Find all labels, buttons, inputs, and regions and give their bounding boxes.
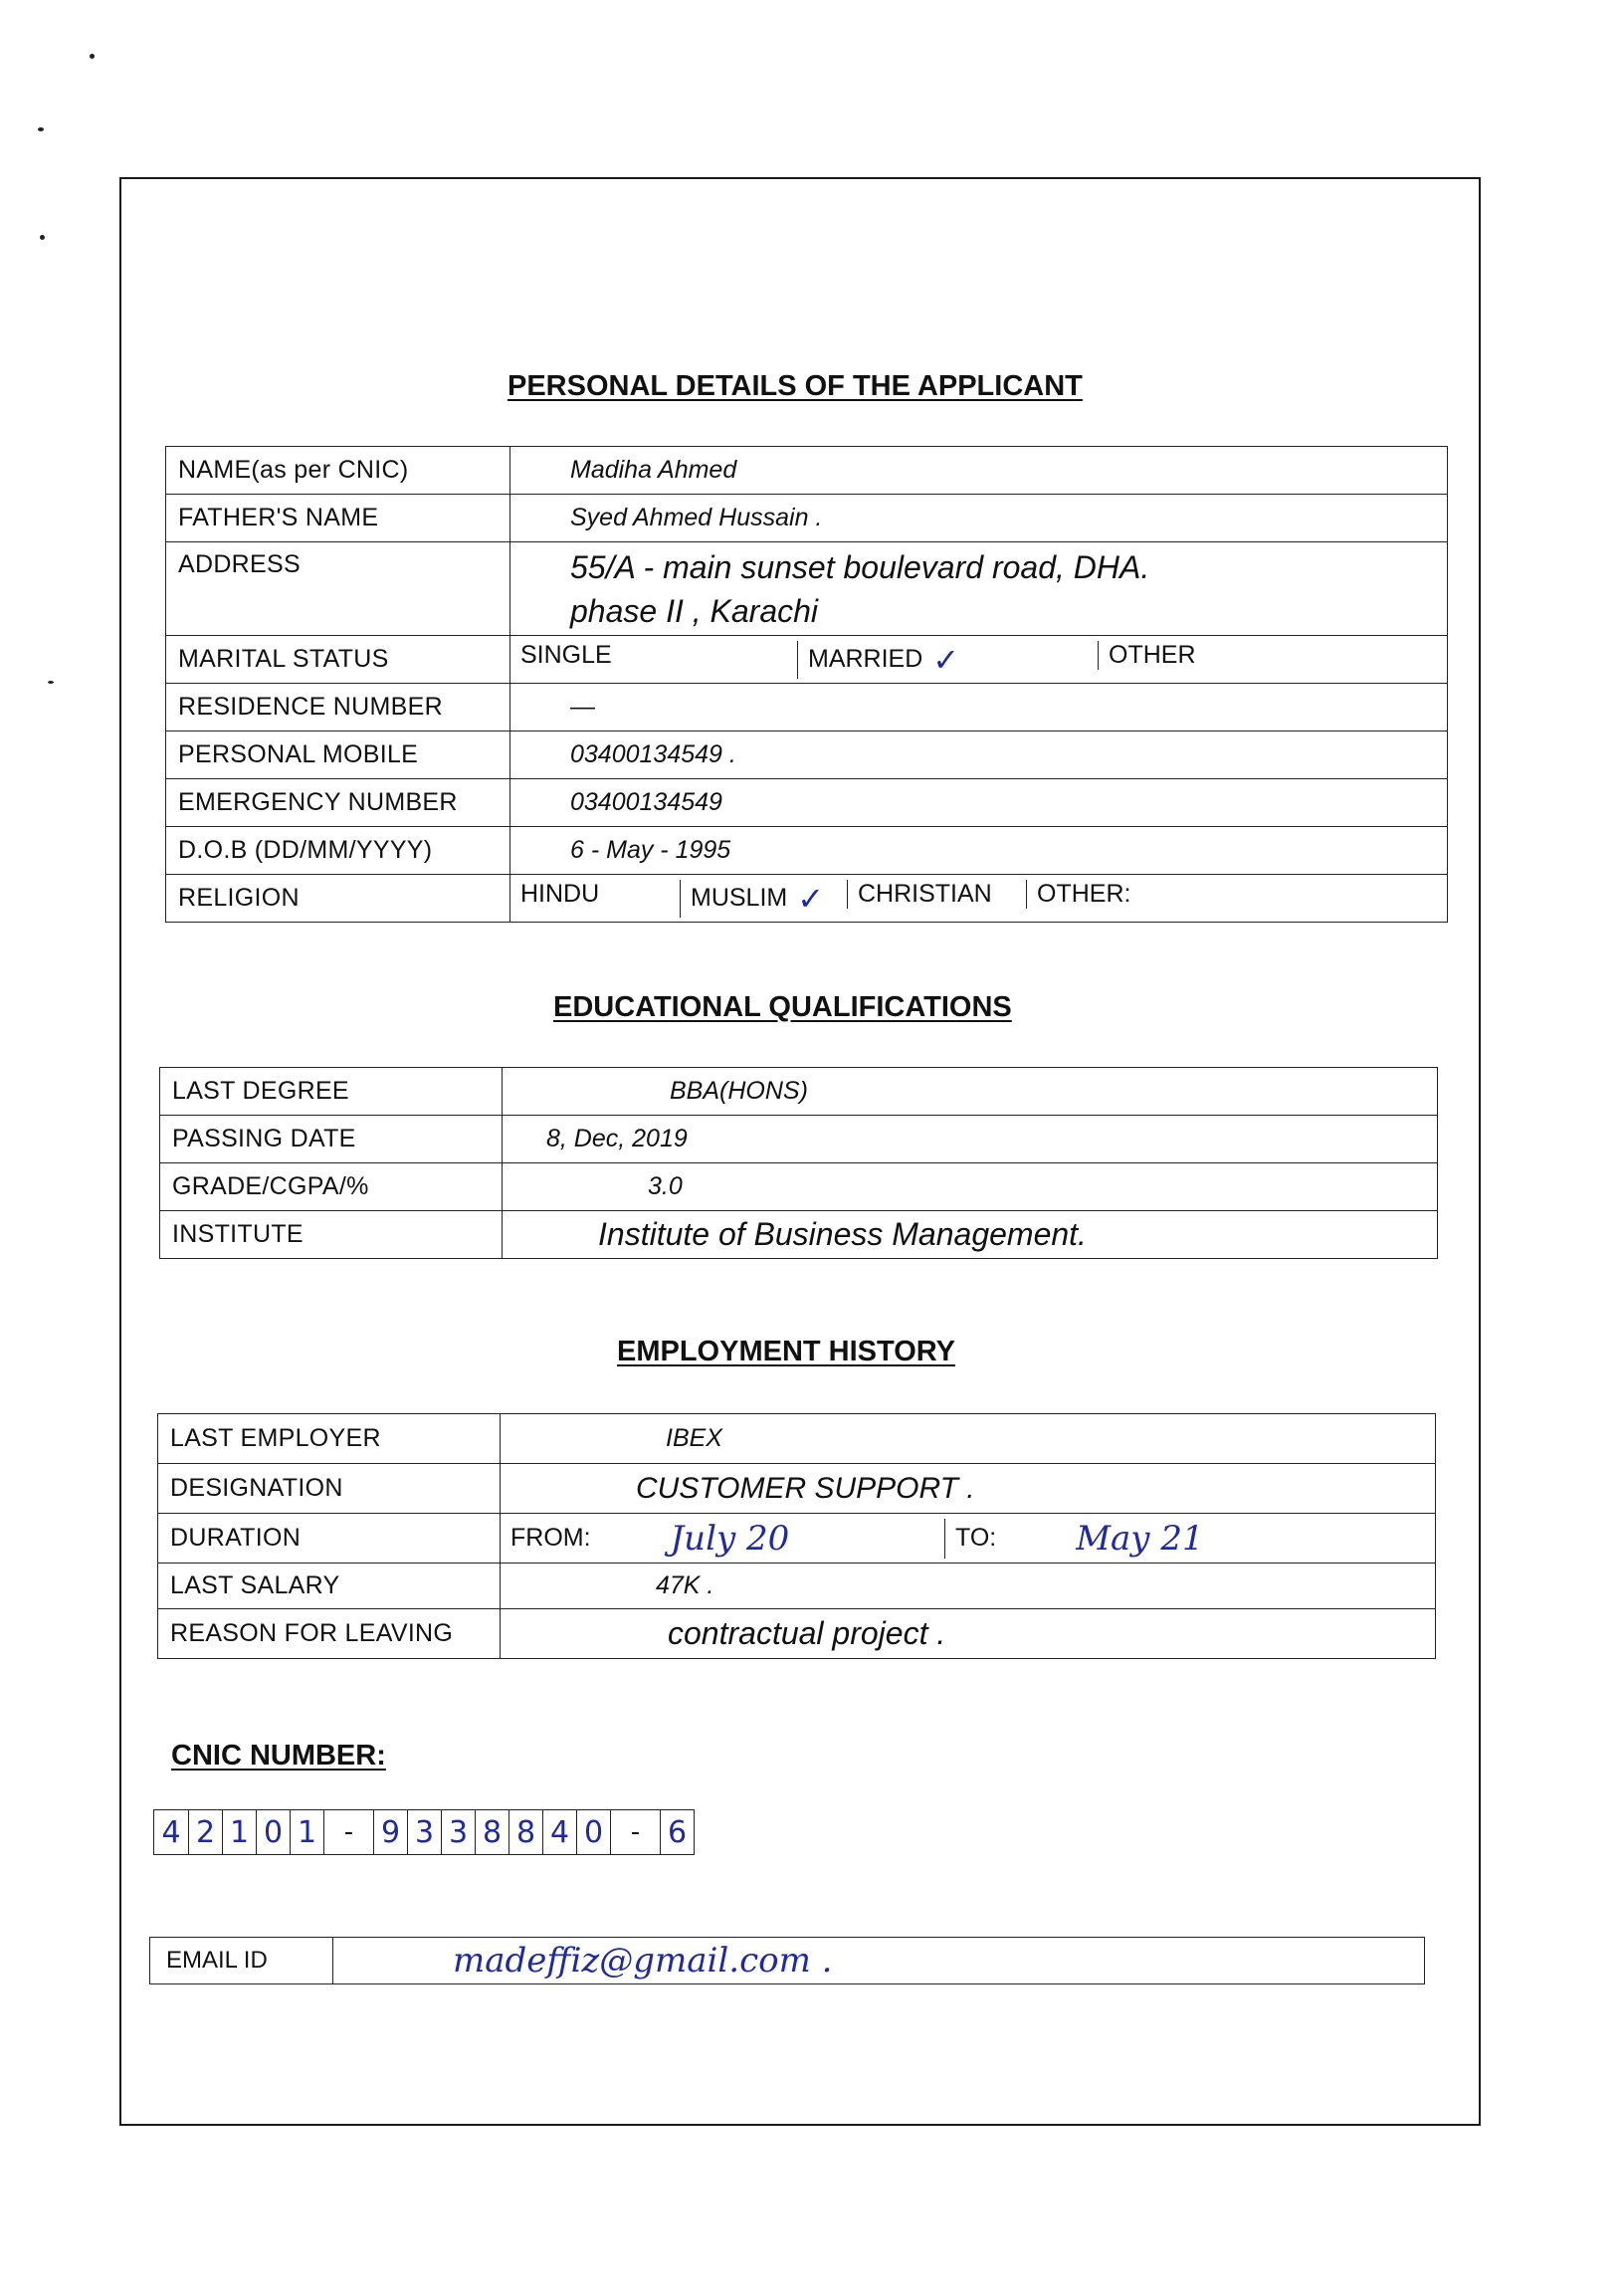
option-hindu-label: HINDU bbox=[520, 879, 600, 908]
value-institute[interactable]: Institute of Business Management. bbox=[503, 1211, 1438, 1259]
duration-from[interactable] bbox=[501, 1519, 944, 1559]
value-grade[interactable]: 3.0 bbox=[503, 1163, 1438, 1211]
cnic-separator: - bbox=[610, 1810, 660, 1854]
cnic-digit: 0 bbox=[576, 1810, 610, 1854]
duration-to-label: TO: bbox=[955, 1524, 997, 1552]
option-married[interactable] bbox=[797, 641, 1098, 679]
duration-to[interactable] bbox=[944, 1519, 1435, 1559]
option-christian-label: CHRISTIAN bbox=[858, 879, 992, 908]
cnic-digit: 3 bbox=[407, 1810, 441, 1854]
religion-options bbox=[510, 875, 1448, 923]
label-institute: INSTITUTE bbox=[160, 1211, 503, 1259]
cnic-digit: 1 bbox=[222, 1810, 256, 1854]
label-fathers-name: FATHER'S NAME bbox=[166, 495, 510, 542]
label-dob: D.O.B (DD/MM/YYYY) bbox=[166, 827, 510, 875]
value-dob[interactable]: 6 - May - 1995 bbox=[510, 827, 1448, 875]
option-muslim[interactable] bbox=[680, 880, 847, 918]
label-grade: GRADE/CGPA/% bbox=[160, 1163, 503, 1211]
value-name[interactable]: Madiha Ahmed bbox=[510, 447, 1448, 495]
option-hindu[interactable] bbox=[510, 880, 680, 909]
scan-speck bbox=[90, 54, 95, 59]
marital-status-options bbox=[510, 636, 1448, 684]
address-line-1: 55/A - main sunset boulevard road, DHA. bbox=[570, 548, 1150, 585]
option-married-label: MARRIED bbox=[808, 645, 923, 673]
label-reason-for-leaving: REASON FOR LEAVING bbox=[158, 1609, 501, 1659]
value-emergency-number[interactable]: 03400134549 bbox=[510, 779, 1448, 827]
cnic-digit: 4 bbox=[161, 1814, 181, 1850]
value-last-degree[interactable]: BBA(HONS) bbox=[503, 1068, 1438, 1116]
value-residence-number[interactable]: — bbox=[510, 684, 1448, 731]
cnic-label: CNIC NUMBER: bbox=[171, 1740, 386, 1772]
value-address[interactable] bbox=[510, 542, 1448, 636]
cnic-separator: - bbox=[323, 1810, 373, 1854]
label-residence-number: RESIDENCE NUMBER bbox=[166, 684, 510, 731]
option-religion-other-label: OTHER: bbox=[1037, 879, 1131, 908]
label-religion: RELIGION bbox=[166, 875, 510, 923]
value-personal-mobile[interactable]: 03400134549 . bbox=[510, 731, 1448, 779]
label-designation: DESIGNATION bbox=[158, 1464, 501, 1514]
option-single-label: SINGLE bbox=[520, 640, 612, 669]
label-name: NAME(as per CNIC) bbox=[166, 447, 510, 495]
employment-title: EMPLOYMENT HISTORY bbox=[617, 1336, 955, 1367]
email-value[interactable]: madeffiz@gmail.com . bbox=[453, 1941, 833, 1981]
cnic-digit: 4 bbox=[542, 1810, 576, 1854]
checkmark-icon: ✓ bbox=[797, 879, 825, 918]
address-line-2: phase II , Karachi bbox=[570, 592, 819, 629]
cnic-digit: 0 bbox=[256, 1810, 290, 1854]
cnic-digit: 8 bbox=[508, 1810, 542, 1854]
cnic-digit: 9 bbox=[373, 1810, 407, 1854]
label-emergency-number: EMERGENCY NUMBER bbox=[166, 779, 510, 827]
value-fathers-name[interactable]: Syed Ahmed Hussain . bbox=[510, 495, 1448, 542]
duration-to-value: May 21 bbox=[1076, 1518, 1204, 1559]
cnic-digit: 8 bbox=[475, 1810, 508, 1854]
cnic-boxes[interactable] bbox=[153, 1809, 695, 1855]
option-christian[interactable] bbox=[847, 880, 1026, 909]
checkmark-icon: ✓ bbox=[932, 640, 960, 679]
cnic-digit: 3 bbox=[441, 1810, 475, 1854]
option-other-label: OTHER bbox=[1109, 640, 1196, 669]
employment-table bbox=[157, 1413, 1436, 1659]
option-muslim-label: MUSLIM bbox=[691, 884, 788, 912]
label-personal-mobile: PERSONAL MOBILE bbox=[166, 731, 510, 779]
label-last-salary: LAST SALARY bbox=[158, 1564, 501, 1609]
scan-speck bbox=[38, 127, 44, 131]
value-last-salary[interactable]: 47K . bbox=[501, 1564, 1436, 1609]
label-address: ADDRESS bbox=[166, 542, 510, 636]
value-reason-for-leaving[interactable]: contractual project . bbox=[501, 1609, 1436, 1659]
value-passing-date[interactable]: 8, Dec, 2019 bbox=[503, 1116, 1438, 1163]
label-duration: DURATION bbox=[158, 1514, 501, 1564]
cnic-digit: 2 bbox=[188, 1810, 222, 1854]
scan-speck bbox=[48, 681, 54, 684]
personal-details-title: PERSONAL DETAILS OF THE APPLICANT bbox=[508, 370, 1083, 402]
option-religion-other[interactable] bbox=[1026, 880, 1447, 909]
label-last-degree: LAST DEGREE bbox=[160, 1068, 503, 1116]
personal-details-table bbox=[165, 446, 1448, 923]
value-last-employer[interactable]: IBEX bbox=[501, 1414, 1436, 1464]
label-passing-date: PASSING DATE bbox=[160, 1116, 503, 1163]
duration-from-value: July 20 bbox=[670, 1518, 790, 1559]
scan-speck bbox=[40, 235, 45, 240]
cnic-digit: 6 bbox=[660, 1810, 694, 1854]
email-label: EMAIL ID bbox=[150, 1938, 333, 1983]
education-title: EDUCATIONAL QUALIFICATIONS bbox=[553, 991, 1012, 1023]
cnic-digit: 1 bbox=[290, 1810, 323, 1854]
value-designation[interactable]: CUSTOMER SUPPORT . bbox=[501, 1464, 1436, 1514]
label-last-employer: LAST EMPLOYER bbox=[158, 1414, 501, 1464]
option-single[interactable] bbox=[510, 641, 797, 670]
education-table bbox=[159, 1067, 1438, 1259]
duration-from-label: FROM: bbox=[510, 1524, 591, 1552]
duration-fields bbox=[501, 1514, 1436, 1564]
option-other[interactable] bbox=[1098, 641, 1447, 670]
email-row bbox=[149, 1937, 1425, 1984]
label-marital-status: MARITAL STATUS bbox=[166, 636, 510, 684]
